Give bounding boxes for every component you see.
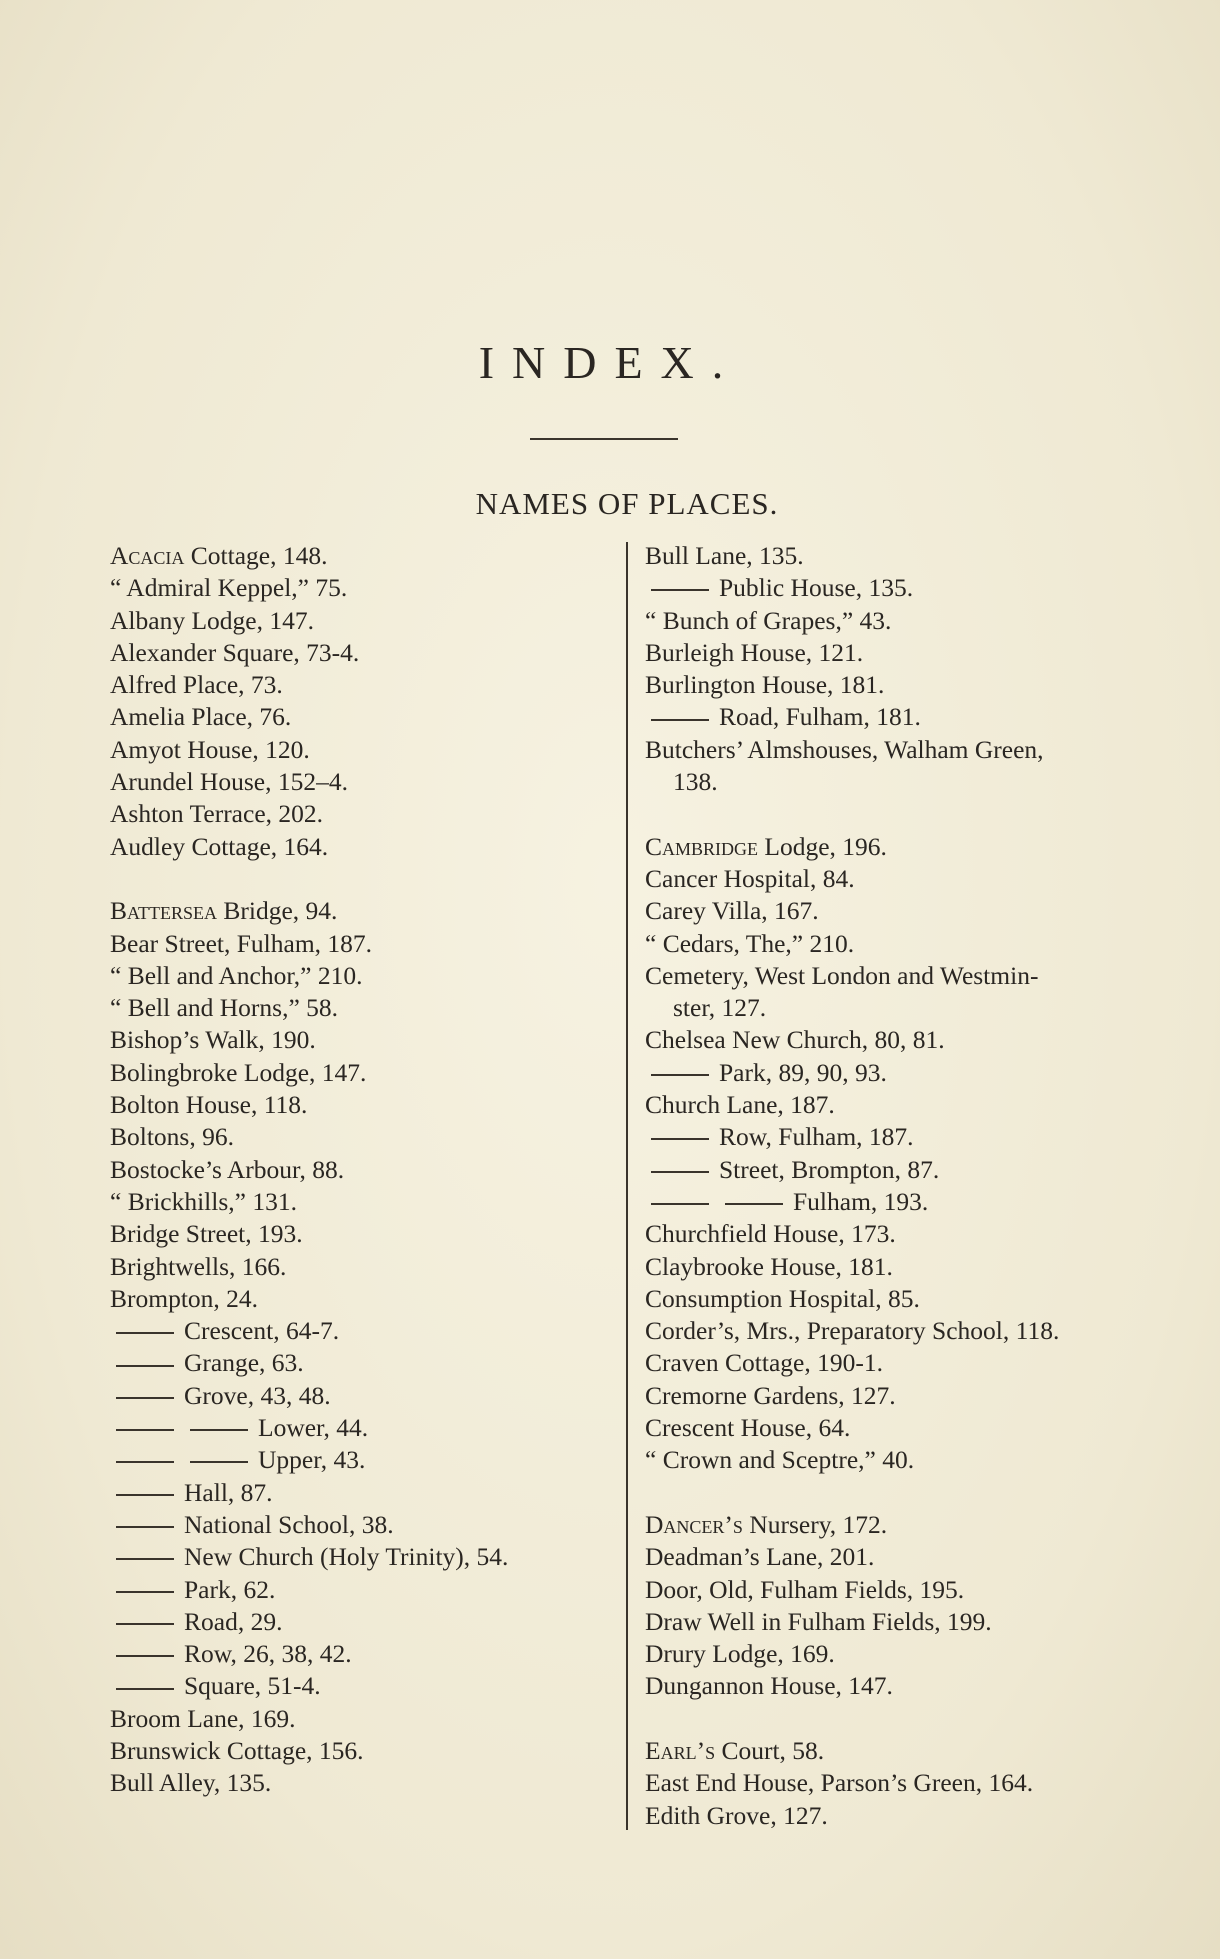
index-entry <box>110 734 620 766</box>
index-entry <box>645 863 1165 895</box>
index-entry <box>110 1606 620 1638</box>
index-entry <box>110 1444 620 1476</box>
entry-text: Bull Lane, 135. <box>645 541 804 570</box>
index-entry <box>110 1154 620 1186</box>
entry-text: Alfred Place, 73. <box>110 670 283 700</box>
entry-text: New Church (Holy Trinity), 54. <box>184 1542 509 1572</box>
index-entry <box>110 798 620 830</box>
index-entry <box>110 1089 620 1121</box>
index-entry <box>645 928 1165 960</box>
section-gap <box>110 863 620 895</box>
index-entry <box>645 1380 1165 1412</box>
index-entry <box>110 1121 620 1153</box>
entry-text: Bostocke’s Arbour, 88. <box>110 1154 345 1184</box>
entry-text: Cemetery, West London and Westmin- <box>645 960 1039 990</box>
entry-text: Brunswick Cottage, 156. <box>110 1735 364 1765</box>
entry-text: National School, 38. <box>184 1509 394 1539</box>
entry-text: Brightwells, 166. <box>110 1251 287 1281</box>
index-entry <box>110 831 620 863</box>
index-entry <box>645 1024 1165 1056</box>
index-entry <box>110 1767 620 1799</box>
index-entry <box>110 669 620 701</box>
index-entry <box>110 1186 620 1218</box>
index-entry <box>645 831 1165 863</box>
entry-text: Audley Cottage, 164. <box>110 831 329 861</box>
column-divider <box>626 542 628 1830</box>
entry-text: Court, 58. <box>715 1735 825 1765</box>
index-entry <box>645 1315 1165 1347</box>
index-entry <box>110 766 620 798</box>
entry-text: Draw Well in Fulham Fields, 199. <box>645 1606 992 1636</box>
index-entry <box>645 1509 1165 1541</box>
entry-lead-smallcaps: Battersea <box>110 896 218 926</box>
index-entry <box>645 669 1165 701</box>
index-entry <box>645 1089 1165 1121</box>
entry-text: “ Crown and Sceptre,” 40. <box>645 1445 915 1475</box>
entry-text: Public House, 135. <box>719 573 914 603</box>
index-entry <box>645 1800 1165 1832</box>
entry-text: Bull Alley, 135. <box>110 1768 272 1798</box>
index-entry <box>110 1283 620 1315</box>
ditto-dash <box>651 1203 709 1205</box>
entry-text: Bolingbroke Lodge, 147. <box>110 1057 367 1087</box>
index-entry <box>645 572 1165 604</box>
ditto-dash <box>651 1138 709 1140</box>
index-entry <box>110 1024 620 1056</box>
index-entry <box>110 1735 620 1767</box>
entry-text: Door, Old, Fulham Fields, 195. <box>645 1574 965 1604</box>
index-entry <box>110 701 620 733</box>
index-entry <box>645 1670 1165 1702</box>
ditto-dash <box>116 1558 174 1560</box>
ditto-dash <box>651 1171 709 1173</box>
index-entry <box>645 1606 1165 1638</box>
index-entry <box>110 1412 620 1444</box>
entry-text: Road, 29. <box>184 1606 283 1636</box>
entry-text: Bridge Street, 193. <box>110 1219 303 1249</box>
index-entry <box>645 1186 1165 1218</box>
index-entry <box>110 1218 620 1250</box>
entry-text: Park, 62. <box>184 1574 276 1604</box>
entry-text: Fulham, 193. <box>793 1186 929 1216</box>
section-gap <box>645 1477 1165 1509</box>
index-entry <box>110 1057 620 1089</box>
entry-text: Street, Brompton, 87. <box>719 1154 940 1184</box>
entry-text: Albany Lodge, 147. <box>110 605 314 635</box>
entry-text: Chelsea New Church, 80, 81. <box>645 1025 945 1055</box>
ditto-dash <box>651 719 709 721</box>
entry-text: Cremorne Gardens, 127. <box>645 1380 896 1410</box>
index-entry <box>645 1412 1165 1444</box>
entry-text: Grove, 43, 48. <box>184 1380 331 1410</box>
ditto-dash <box>725 1203 783 1205</box>
entry-text: Road, Fulham, 181. <box>719 702 921 732</box>
entry-text: Brompton, 24. <box>110 1283 259 1313</box>
index-entry <box>110 1347 620 1379</box>
ditto-dash <box>116 1397 174 1399</box>
entry-text: Butchers’ Almshouses, Walham Green, <box>645 734 1044 764</box>
entry-text: “ Brickhills,” 131. <box>110 1186 297 1216</box>
entry-text: East End House, Parson’s Green, 164. <box>645 1768 1034 1798</box>
entry-text: Edith Grove, 127. <box>645 1800 828 1830</box>
entry-text: Park, 89, 90, 93. <box>719 1057 887 1087</box>
entry-text: Arundel House, 152–4. <box>110 767 348 797</box>
section-gap <box>645 798 1165 830</box>
section-gap <box>645 1703 1165 1735</box>
entry-text: Dungannon House, 147. <box>645 1671 893 1701</box>
ditto-dash <box>116 1332 174 1334</box>
ditto-dash <box>116 1591 174 1593</box>
index-entry <box>645 1735 1165 1767</box>
ditto-dash <box>190 1461 248 1463</box>
entry-text: Broom Lane, 169. <box>110 1703 296 1733</box>
entry-text: Alexander Square, 73-4. <box>110 637 360 667</box>
index-entry <box>645 605 1165 637</box>
index-entry <box>645 1444 1165 1476</box>
entry-text: Cancer Hospital, 84. <box>645 863 855 893</box>
entry-lead-smallcaps: Acacia <box>110 541 185 570</box>
entry-text: Lodge, 196. <box>758 831 887 861</box>
index-entry <box>645 1283 1165 1315</box>
index-entry <box>645 895 1165 927</box>
index-entry <box>110 1251 620 1283</box>
entry-text: Corder’s, Mrs., Preparatory School, 118. <box>645 1316 1060 1346</box>
index-entry <box>110 928 620 960</box>
ditto-dash <box>116 1365 174 1367</box>
index-entry <box>645 1154 1165 1186</box>
entry-text: “ Bell and Anchor,” 210. <box>110 960 363 990</box>
ditto-dash <box>651 1074 709 1076</box>
entry-text: Upper, 43. <box>258 1445 366 1475</box>
entry-text: Burleigh House, 121. <box>645 637 864 667</box>
ditto-dash <box>116 1429 174 1431</box>
index-entry <box>645 1121 1165 1153</box>
index-entry <box>645 960 1165 992</box>
ditto-dash <box>190 1429 248 1431</box>
ditto-dash <box>116 1494 174 1496</box>
index-entry <box>645 734 1165 766</box>
entry-text: Row, 26, 38, 42. <box>184 1639 352 1669</box>
index-entry <box>110 992 620 1024</box>
index-entry <box>110 1315 620 1347</box>
entry-text: ster, 127. <box>673 993 767 1023</box>
entry-text: Amyot House, 120. <box>110 734 310 764</box>
entry-text: Amelia Place, 76. <box>110 702 292 732</box>
entry-text: Carey Villa, 167. <box>645 896 819 926</box>
index-entry <box>110 1670 620 1702</box>
ditto-dash <box>116 1623 174 1625</box>
index-entry <box>645 766 1165 798</box>
entry-text: Bishop’s Walk, 190. <box>110 1025 316 1055</box>
entry-text: “ Bunch of Grapes,” 43. <box>645 605 892 635</box>
entry-text: Craven Cottage, 190-1. <box>645 1348 883 1378</box>
index-entry <box>645 1347 1165 1379</box>
entry-text: 138. <box>673 767 718 797</box>
index-entry <box>110 895 620 927</box>
index-entry <box>645 1767 1165 1799</box>
entry-text: Church Lane, 187. <box>645 1090 835 1120</box>
index-entry <box>645 701 1165 733</box>
entry-text: Bolton House, 118. <box>110 1090 308 1120</box>
index-entry <box>645 1057 1165 1089</box>
entry-text: Square, 51-4. <box>184 1671 321 1701</box>
entry-text: “ Bell and Horns,” 58. <box>110 993 339 1023</box>
entry-text: Bear Street, Fulham, 187. <box>110 928 373 958</box>
index-entry <box>110 1574 620 1606</box>
entry-text: Cottage, 148. <box>184 541 328 570</box>
entry-text: Crescent House, 64. <box>645 1413 851 1443</box>
entry-text: Claybrooke House, 181. <box>645 1251 893 1281</box>
entry-lead-smallcaps: Dancer’s <box>645 1509 743 1539</box>
ditto-dash <box>651 589 709 591</box>
entry-text: Boltons, 96. <box>110 1122 234 1152</box>
index-entry <box>645 1251 1165 1283</box>
index-entry <box>110 572 620 604</box>
entry-text: Grange, 63. <box>184 1348 304 1378</box>
index-entry <box>645 1541 1165 1573</box>
entry-text: Hall, 87. <box>184 1477 273 1507</box>
entry-lead-smallcaps: Cambridge <box>645 831 759 861</box>
page-title: INDEX. <box>478 337 742 388</box>
entry-text: Ashton Terrace, 202. <box>110 799 324 829</box>
entry-text: Churchfield House, 173. <box>645 1219 896 1249</box>
entry-text: Bridge, 94. <box>217 896 338 926</box>
index-entry <box>110 960 620 992</box>
index-entry <box>645 1574 1165 1606</box>
index-entry <box>110 1703 620 1735</box>
entry-text: “ Cedars, The,” 210. <box>645 928 855 958</box>
title-rule <box>530 438 678 440</box>
index-entry <box>110 637 620 669</box>
index-entry <box>110 1380 620 1412</box>
ditto-dash <box>116 1655 174 1657</box>
index-column-left <box>110 540 620 1800</box>
index-entry <box>110 1638 620 1670</box>
section-heading: NAMES OF PLACES. <box>475 486 779 521</box>
entry-text: Burlington House, 181. <box>645 670 885 700</box>
index-entry <box>645 637 1165 669</box>
entry-text: Nursery, 172. <box>742 1509 888 1539</box>
entry-text: Deadman’s Lane, 201. <box>645 1542 875 1572</box>
index-entry <box>645 992 1165 1024</box>
entry-text: Drury Lodge, 169. <box>645 1639 835 1669</box>
index-entry <box>110 540 620 572</box>
index-entry <box>645 1218 1165 1250</box>
index-entry <box>110 605 620 637</box>
index-entry <box>110 1541 620 1573</box>
ditto-dash <box>116 1526 174 1528</box>
index-entry <box>645 540 1165 572</box>
ditto-dash <box>116 1688 174 1690</box>
index-entry <box>110 1509 620 1541</box>
entry-lead-smallcaps: Earl’s <box>645 1735 716 1765</box>
entry-text: Consumption Hospital, 85. <box>645 1283 920 1313</box>
index-entry <box>110 1477 620 1509</box>
index-entry <box>645 1638 1165 1670</box>
index-column-right <box>645 540 1165 1832</box>
ditto-dash <box>116 1461 174 1463</box>
entry-text: Lower, 44. <box>258 1413 369 1443</box>
entry-text: “ Admiral Keppel,” 75. <box>110 573 348 603</box>
entry-text: Row, Fulham, 187. <box>719 1122 914 1152</box>
entry-text: Crescent, 64-7. <box>184 1316 340 1346</box>
